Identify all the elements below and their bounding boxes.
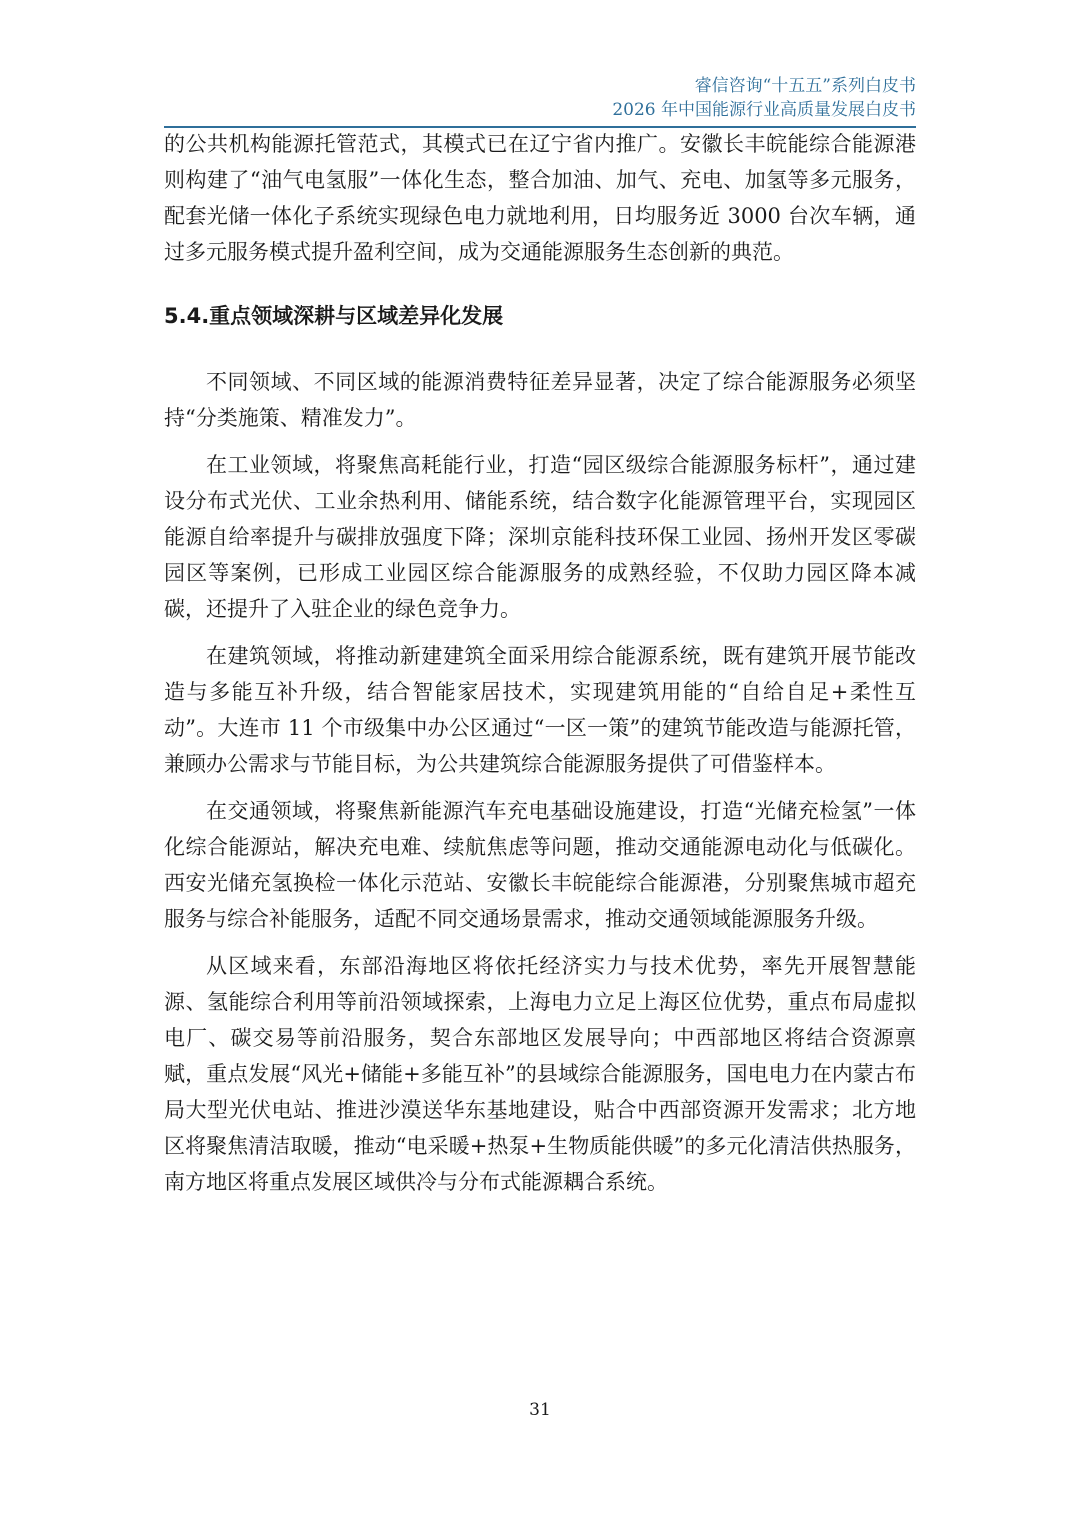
running-header (612, 74, 916, 122)
page-number: 31 (529, 1400, 551, 1420)
paragraph-intro: 不同领域、不同区域的能源消费特征差异显著，决定了综合能源服务必须坚持“分类施策、精准发力”。 (164, 370, 916, 430)
section-heading: 5.4.重点领域深耕与区域差异化发展 (164, 304, 504, 328)
header-report-title: 2026 年中国能源行业高质量发展白皮书 (612, 100, 916, 120)
continued-paragraph: 的公共机构能源托管范式，其模式已在辽宁省内推广。安徽长丰皖能综合能源港则构建了“油气电氢服”一体化生态，整合加油、加气、充电、加氢等多元服务，配套光储一体化子系统实现绿色电力就地利用，日均服务近 3000 台次车辆，通过多元服务模式提升盈利空间，成为交通能源服务生态创新的典范。 (164, 132, 916, 264)
paragraph-industry: 在工业领域，将聚焦高耗能行业，打造“园区级综合能源服务标杆”，通过建设分布式光伏、工业余热利用、储能系统，结合数字化能源管理平台，实现园区能源自给率提升与碳排放强度下降；深圳京能科技环保工业园、扬州开发区零碳园区等案例，已形成工业园区综合能源服务的成熟经验，不仅助力园区降本减碳，还提升了入驻企业的绿色竞争力。 (164, 453, 916, 621)
paragraph-building: 在建筑领域，将推动新建建筑全面采用综合能源系统，既有建筑开展节能改造与多能互补升级，结合智能家居技术，实现建筑用能的“自给自足+柔性互动”。大连市 11 个市级集中办公区通过“一区一策”的建筑节能改造与能源托管，兼顾办公需求与节能目标，为公共建筑综合能源服务提供了可借鉴样本。 (164, 644, 916, 776)
header-series-title: 睿信咨询“十五五”系列白皮书 (694, 76, 916, 96)
paragraph-transport: 在交通领域，将聚焦新能源汽车充电基础设施建设，打造“光储充检氢”一体化综合能源站，解决充电难、续航焦虑等问题，推动交通能源电动化与低碳化。西安光储充氢换检一体化示范站、安徽长丰皖能综合能源港，分别聚焦城市超充服务与综合补能服务，适配不同交通场景需求，推动交通领域能源服务升级。 (164, 799, 916, 931)
page-body (164, 126, 916, 1200)
paragraph-regional: 从区域来看，东部沿海地区将依托经济实力与技术优势，率先开展智慧能源、氢能综合利用等前沿领域探索，上海电力立足上海区位优势，重点布局虚拟电厂、碳交易等前沿服务，契合东部地区发展导向；中西部地区将结合资源禀赋，重点发展“风光+储能+多能互补”的县域综合能源服务，国电电力在内蒙古布局大型光伏电站、推进沙漠送华东基地建设，贴合中西部资源开发需求；北方地区将聚焦清洁取暖，推动“电采暖+热泵+生物质能供暖”的多元化清洁供热服务，南方地区将重点发展区域供冷与分布式能源耦合系统。 (164, 954, 916, 1194)
